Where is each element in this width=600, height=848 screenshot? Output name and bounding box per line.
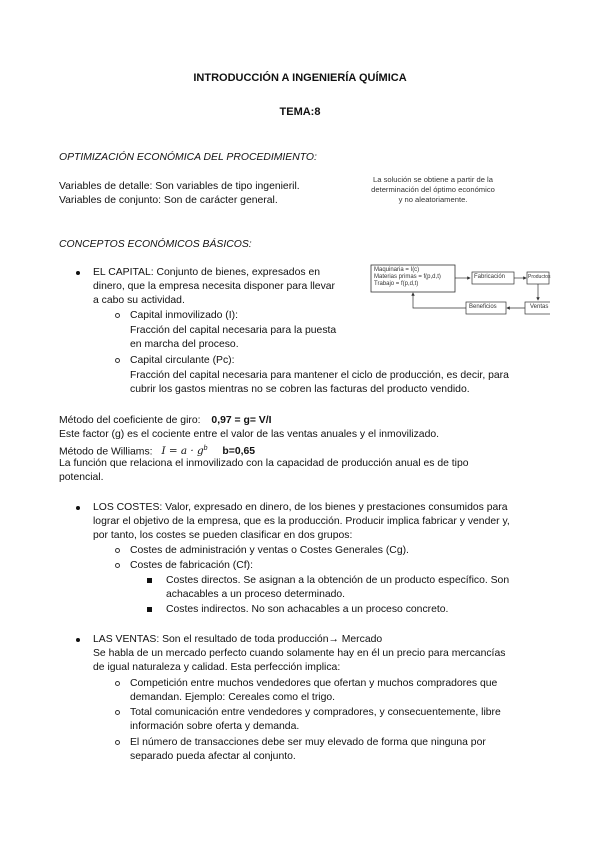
section-heading-conceptos: CONCEPTOS ECONÓMICOS BÁSICOS: (59, 239, 252, 250)
diagram-box1-line3: Trabajo = f(p,d,t) (374, 281, 419, 287)
capital-inmovilizado-text2: en marcha del proceso. (130, 339, 239, 350)
costes-directos-line2: achacables a un proceso determinado. (166, 589, 346, 600)
giro-label: Método del coeficiente de giro: (59, 415, 201, 426)
giro-description: Este factor (g) es el cociente entre el valor de las ventas anuales y el inmovilizado. (59, 429, 440, 440)
capital-inmovilizado-text1: Fracción del capital necesaria para la puesta (130, 325, 337, 336)
variables-conjunto: Variables de conjunto: Son de carácter general. (59, 195, 278, 206)
diagram-fabricacion: Fabricación (474, 274, 506, 280)
bullet-costes-fab (115, 563, 120, 568)
giro-line (59, 414, 272, 428)
bullet-ventas-2 (115, 710, 120, 715)
ventas-cond1-line2: demandan. Ejemplo: Cereales como el trigo. (130, 692, 336, 703)
williams-exponent: b (203, 445, 208, 452)
variables-detalle: Variables de detalle: Son variables de tipo ingenieril. (59, 181, 300, 192)
williams-b-value: b=0,65 (222, 446, 256, 458)
bullet-circulante (115, 358, 120, 363)
bullet-ventas-1 (115, 681, 120, 686)
capital-circulante-text2: cubrir los gastos mientras no se cobren las facturas del producto vendido. (130, 384, 470, 395)
bullet-costes-admin (115, 548, 120, 553)
bullet-costes-indirectos (147, 607, 152, 612)
arrow-feedback (413, 293, 466, 308)
costes-fabricacion: Costes de fabricación (Cf): (130, 560, 254, 571)
diagram-box1-line2: Materias primas = f(p,d,t) (374, 274, 441, 280)
tema-title: TEMA:8 (279, 106, 321, 118)
diagram-box1-line1: Maquinaria = I(c) (374, 267, 420, 273)
capital-circulante-label: Capital circulante (Pc): (130, 355, 235, 366)
ventas-line2: Se habla de un mercado perfecto cuando solamente hay en él un precio para mercancías (93, 648, 506, 659)
funcion-line1: La función que relaciona el inmovilizado con la capacidad de producción anual es de tipo (59, 458, 469, 469)
ventas-line1: LAS VENTAS: Son el resultado de toda producción→ Mercado (93, 634, 383, 645)
costes-admin: Costes de administración y ventas o Costes Generales (Cg). (130, 545, 409, 556)
costes-line1: LOS COSTES: Valor, expresado en dinero, de los bienes y prestaciones consumidos para (93, 502, 508, 513)
capital-line2: dinero, que la empresa necesita disponer para llevar (93, 281, 336, 292)
capital-inmovilizado-label: Capital inmovilizado (I): (130, 310, 238, 321)
side-note (360, 175, 506, 205)
bullet-ventas-3 (115, 740, 120, 745)
side-note-line1: La solución se obtiene a partir de la (373, 175, 493, 184)
bullet-ventas (76, 638, 80, 642)
ventas-cond3-line1: El número de transacciones debe ser muy elevado de forma que ninguna por (130, 737, 486, 748)
side-note-line2: determinación del óptimo económico (371, 185, 495, 194)
document-title: INTRODUCCIÓN A INGENIERÍA QUÍMICA (193, 72, 407, 84)
bullet-costes-directos (147, 578, 152, 583)
bullet-capital (76, 271, 80, 275)
williams-label: Método de Williams: (59, 446, 153, 458)
capital-circulante-text1: Fracción del capital necesaria para mantener el ciclo de producción, es decir, para (130, 370, 509, 381)
costes-line3: por tanto, los costes se pueden clasificar en dos grupos: (93, 530, 353, 541)
costes-indirectos: Costes indirectos. No son achacables a un proceso concreto. (166, 604, 449, 615)
bullet-inmovilizado (115, 313, 120, 318)
side-note-line3: y no aleatoriamente. (398, 195, 468, 204)
ventas-cond2-line2: información sobre oferta y demanda. (130, 721, 300, 732)
ventas-cond3-line2: separado pueda afectar al conjunto. (130, 751, 296, 762)
diagram-productos: Productos (528, 274, 551, 280)
costes-directos-line1: Costes directos. Se asignan a la obtención de un producto específico. Son (166, 575, 510, 586)
costes-line2: lograr el objetivo de la empresa, que es la producción. Producir implica fabricar y vender y, (93, 516, 510, 527)
bullet-costes (76, 506, 80, 510)
diagram-ventas: Ventas (530, 304, 549, 310)
diagram-beneficios: Beneficios (469, 304, 497, 310)
capital-line3: a cabo su actividad. (93, 295, 185, 306)
funcion-line2: potencial. (59, 472, 104, 483)
williams-formula: I = a · g (161, 445, 204, 458)
giro-formula: 0,97 = g= V/I (211, 415, 272, 426)
ventas-line3: de igual naturaleza y calidad. Esta perfección implica: (93, 662, 341, 673)
section-heading-optimizacion: OPTIMIZACIÓN ECONÓMICA DEL PROCEDIMIENTO: (59, 152, 317, 163)
ventas-cond2-line1: Total comunicación entre vendedores y compradores, y consecuentemente, libre (130, 707, 501, 718)
capital-line1: EL CAPITAL: Conjunto de bienes, expresados en (93, 267, 320, 278)
ventas-cond1-line1: Competición entre muchos vendedores que ofertan y muchos compradores que (130, 678, 498, 689)
